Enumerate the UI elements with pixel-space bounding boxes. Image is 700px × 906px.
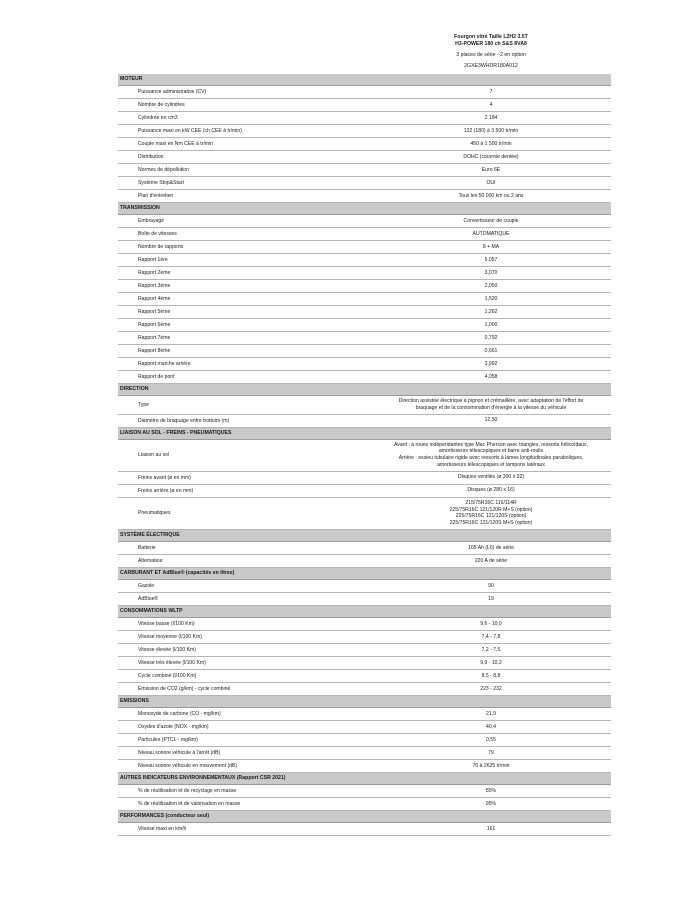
spec-value-line: AUTOMATIQUE — [472, 230, 510, 237]
spec-row — [118, 542, 611, 555]
spec-label: Rapport 3ème — [138, 283, 171, 289]
spec-row — [118, 760, 611, 773]
spec-row — [118, 228, 611, 241]
spec-label: Freins arrière (ø en mm) — [138, 487, 194, 494]
spec-value-line: 8 + MA — [482, 243, 500, 250]
spec-label: Cycle combiné (l/100 Km) — [138, 672, 197, 679]
spec-value — [371, 673, 611, 680]
spec-value-line: Direction assistée électrique à pignon et crémaillère, avec adaptation de l'effort de — [398, 398, 584, 404]
spec-value-line: 90 — [488, 582, 494, 589]
vehicle-header — [118, 34, 611, 70]
spec-label: Rapport 4ème — [138, 296, 171, 302]
spec-value-line: 215/75R16C 116/114R — [465, 499, 517, 506]
spec-value — [371, 89, 611, 96]
spec-value-line: 5,057 — [484, 256, 498, 263]
spec-value-line: 9,9 - 10,2 — [480, 659, 502, 666]
spec-value — [371, 141, 611, 148]
spec-value — [371, 348, 611, 355]
spec-value — [371, 660, 611, 667]
spec-row — [118, 396, 611, 415]
spec-value-line: 7,2 - 7,5 — [481, 646, 501, 653]
spec-label: Normes de dépollution — [138, 167, 189, 173]
spec-value-line: 225/75R16C 121/120S M+S (option) — [449, 520, 533, 527]
spec-value-line: 0,661 — [484, 347, 498, 354]
spec-value — [371, 474, 611, 481]
spec-value — [371, 322, 611, 329]
vehicle-title-line2: H3-POWER 180 ch S&S 8VA8 — [455, 41, 527, 47]
section-header: LIAISON AU SOL - FREINS - PNEUMATIQUES — [118, 428, 611, 440]
spec-value — [371, 558, 611, 565]
spec-row — [118, 498, 611, 530]
spec-row — [118, 215, 611, 228]
spec-value — [371, 361, 611, 368]
spec-value-line: amortisseurs télescopiques et barre anti-roulis — [438, 448, 544, 455]
spec-row — [118, 254, 611, 267]
spec-row — [118, 177, 611, 190]
spec-value — [371, 788, 611, 795]
spec-value-line: 40,4 — [486, 723, 496, 730]
spec-value — [371, 283, 611, 290]
spec-value — [371, 826, 611, 833]
spec-label: Puissance administrative (CV) — [138, 89, 207, 95]
spec-value — [371, 270, 611, 277]
spec-value — [371, 711, 611, 718]
spec-row — [118, 99, 611, 112]
spec-value-line: 4,058 — [484, 373, 498, 380]
spec-value — [371, 374, 611, 381]
spec-value — [371, 634, 611, 641]
spec-value-line: 0,55 — [486, 736, 496, 743]
spec-value-line: 1,520 — [484, 295, 498, 302]
spec-value-line: 105 Ah (L6) de série — [468, 544, 514, 551]
spec-value-line: 3,070 — [484, 269, 498, 276]
spec-row — [118, 683, 611, 696]
spec-value — [371, 763, 611, 770]
section-header: CONSOMMATIONS WLTP — [118, 606, 611, 618]
spec-value-line: 2,050 — [484, 282, 498, 289]
section-header: CARBURANT ET AdBlue® (capacités en litres) — [118, 568, 611, 580]
spec-label: AdBlue® — [138, 595, 159, 602]
spec-value-line: Disques ventilés (ø 300 x 32) — [458, 474, 524, 481]
spec-value — [371, 545, 611, 552]
spec-row — [118, 267, 611, 280]
spec-value — [371, 801, 611, 808]
spec-value-line: 85% — [485, 787, 497, 794]
spec-label: Monoxyde de carbone (CO - mg/km) — [138, 710, 221, 717]
spec-label: Alternateur — [138, 557, 163, 564]
spec-value — [371, 750, 611, 757]
spec-row — [118, 190, 611, 203]
spec-value — [371, 398, 611, 412]
spec-value-line: Avant : à roues indépendantes type Mac Pherson avec triangles, ressorts hélicoïdaux, — [394, 441, 588, 448]
spec-value-line: 0,792 — [484, 334, 498, 341]
spec-row — [118, 785, 611, 798]
spec-value-line: 4 — [489, 101, 493, 108]
version-code: 2GXE3WHDR180A012 — [464, 63, 518, 69]
spec-value — [371, 686, 611, 693]
spec-row — [118, 151, 611, 164]
spec-label: % de réutilisation et de recyclage en masse — [138, 787, 237, 794]
spec-row — [118, 721, 611, 734]
spec-label: Liaison au sol — [138, 452, 170, 459]
spec-row — [118, 345, 611, 358]
spec-value — [371, 487, 611, 494]
spec-value-line: 1,262 — [484, 308, 498, 315]
spec-row — [118, 319, 611, 332]
spec-row — [118, 86, 611, 99]
spec-value-line: 7,4 - 7,8 — [481, 633, 501, 640]
spec-value — [371, 257, 611, 264]
spec-value — [371, 231, 611, 238]
spec-row — [118, 708, 611, 721]
spec-label: Rapport 7ème — [138, 335, 171, 341]
spec-sheet — [118, 34, 611, 836]
spec-label: Cylindrée en cm3 — [138, 115, 178, 121]
spec-value — [371, 500, 611, 527]
spec-row — [118, 823, 611, 836]
section-header: MOTEUR — [118, 74, 611, 86]
spec-label: Nombre de cylindres — [138, 102, 185, 108]
spec-row — [118, 371, 611, 384]
spec-label: Distribution — [138, 154, 164, 160]
spec-row — [118, 580, 611, 593]
spec-value — [371, 417, 611, 424]
spec-label: Vitesse maxi en km/h — [138, 825, 187, 832]
spec-row — [118, 555, 611, 568]
spec-value-line: 225/75R16C 121/120S (option) — [455, 513, 527, 520]
spec-label: Nombre de rapports — [138, 244, 184, 250]
spec-value — [371, 154, 611, 161]
spec-value — [371, 724, 611, 731]
spec-value-line: DOHC (courroie dentée) — [463, 153, 519, 160]
spec-label: Boîte de vitesses — [138, 231, 177, 237]
spec-row — [118, 306, 611, 319]
spec-value — [371, 737, 611, 744]
spec-value — [371, 167, 611, 174]
spec-value-line: Disques (ø 280 x 16) — [467, 487, 515, 494]
spec-label: Plan d'entretien — [138, 193, 174, 199]
spec-value — [371, 102, 611, 109]
spec-value-line: Arrière : essieu tubulaire rigide avec ressorts à lames longitudinales paraboliques, — [398, 455, 584, 462]
spec-value — [371, 583, 611, 590]
spec-row — [118, 332, 611, 345]
spec-label: Vitesse moyenne (l/100 Km) — [138, 633, 202, 640]
spec-value-line: 12,50 — [484, 417, 498, 424]
spec-label: Rapport 6ème — [138, 322, 171, 328]
seats-info: 3 places de série - 2 en option — [456, 52, 526, 58]
section-header: DIRECTION — [118, 384, 611, 396]
spec-label: Particules (PTCL - mg/km) — [138, 736, 198, 743]
spec-label: % de réutilisation et de valorisation en masse — [138, 800, 241, 807]
spec-value-line: Euro 6E — [481, 166, 501, 173]
spec-row — [118, 485, 611, 498]
spec-value — [371, 180, 611, 187]
spec-row — [118, 112, 611, 125]
spec-value-line: 7 — [489, 88, 493, 95]
spec-label: Pneumatiques — [138, 510, 171, 517]
spec-value-line: 19 — [488, 595, 494, 602]
spec-value-line: 223 - 232 — [480, 685, 502, 692]
section-header: EMISSIONS — [118, 696, 611, 708]
spec-row — [118, 125, 611, 138]
spec-row — [118, 415, 611, 428]
spec-label: Vitesse basse (l/100 Km) — [138, 620, 195, 627]
spec-label: Gazole — [138, 582, 155, 589]
spec-label: Rapport 1ère — [138, 257, 168, 263]
spec-label: Freins avant (ø en mm) — [138, 474, 191, 481]
spec-value-line: Tous les 50 000 km ou 2 ans — [458, 192, 524, 199]
spec-value-line: amortisseurs télescopiques et tampons latéraux — [437, 461, 545, 468]
spec-row — [118, 164, 611, 177]
spec-label: Diamètre de braquage entre trottoirs (m) — [138, 417, 230, 424]
spec-row — [118, 644, 611, 657]
spec-label: Système Stop&Start — [138, 180, 184, 186]
spec-row — [118, 358, 611, 371]
spec-row — [118, 798, 611, 811]
spec-row — [118, 657, 611, 670]
spec-label: Vitesse très élevée (l/100 Km) — [138, 659, 206, 666]
spec-row — [118, 440, 611, 472]
spec-row — [118, 241, 611, 254]
spec-value — [371, 218, 611, 225]
section-header: TRANSMISSION — [118, 203, 611, 215]
spec-value-line: Convertisseur de couple — [463, 217, 519, 224]
spec-value — [371, 335, 611, 342]
spec-value-line: 70 à 2625 tr/min — [472, 762, 510, 769]
spec-value — [371, 193, 611, 200]
spec-row — [118, 280, 611, 293]
spec-label: Rapport 8ème — [138, 348, 171, 354]
spec-value-line: 3,992 — [484, 360, 498, 367]
spec-label: Oxydes d'azote (NOX - mg/km) — [138, 723, 209, 730]
spec-value — [371, 296, 611, 303]
spec-value — [371, 128, 611, 135]
spec-row — [118, 593, 611, 606]
spec-value — [371, 244, 611, 251]
spec-value-line: 95% — [485, 800, 497, 807]
spec-value-line: 225/75R16C 121/120R M+S (option) — [449, 506, 533, 513]
spec-value-line: 8,5 - 8,8 — [481, 672, 501, 679]
spec-label: Batterie — [138, 544, 156, 551]
spec-value-line: 21,9 — [486, 710, 496, 717]
spec-label: Puissance maxi en kW CEE (ch CEE à tr/min) — [138, 128, 242, 134]
spec-label: Couple maxi en Nm CEE à tr/min — [138, 141, 214, 147]
spec-value — [371, 647, 611, 654]
spec-value — [371, 621, 611, 628]
section-header: AUTRES INDICATEURS ENVIRONNEMENTAUX (Rapport CSR 2021) — [118, 773, 611, 785]
spec-table — [118, 74, 611, 836]
spec-row — [118, 631, 611, 644]
spec-value-line: 161 — [486, 825, 496, 832]
spec-label: Niveau sonore véhicule en mouvement (dB) — [138, 762, 238, 769]
spec-label: Rapport 2ème — [138, 270, 171, 276]
spec-label: Vitesse élevée (l/100 Km) — [138, 646, 196, 653]
spec-label: Rapport 5ème — [138, 309, 171, 315]
spec-row — [118, 734, 611, 747]
spec-row — [118, 670, 611, 683]
spec-label: Niveau sonore véhicule à l'arrêt (dB) — [138, 749, 221, 756]
spec-value-line: 79 — [488, 749, 494, 756]
spec-label: Émission de CO2 (g/km) - cycle combiné — [138, 685, 231, 692]
spec-value-line: 450 à 1 500 tr/min — [470, 140, 512, 147]
spec-row — [118, 293, 611, 306]
spec-value — [371, 115, 611, 122]
vehicle-title-line1: Fourgon vitré Taille L2H2 3.5T — [454, 34, 528, 40]
spec-label: Embrayage — [138, 218, 165, 224]
section-header: PERFORMANCES (conducteur seul) — [118, 811, 611, 823]
spec-value-line: 1,000 — [484, 321, 498, 328]
spec-label: Type — [138, 401, 150, 408]
spec-label: Rapport de pont — [138, 374, 175, 380]
spec-label: Rapport marche arrière — [138, 361, 191, 367]
spec-value-line: 2 184 — [484, 114, 498, 121]
spec-row — [118, 472, 611, 485]
spec-value — [371, 596, 611, 603]
spec-row — [118, 747, 611, 760]
spec-row — [118, 138, 611, 151]
spec-value-line: 132 (180) à 3 500 tr/min — [463, 127, 519, 134]
spec-value-line: OUI — [486, 179, 496, 186]
spec-value-line: 9,6 - 10,0 — [480, 620, 502, 627]
spec-value — [371, 309, 611, 316]
spec-value — [371, 442, 611, 469]
spec-row — [118, 618, 611, 631]
spec-value-line: braquage et de la consommation d'énergie à la vitesse du véhicule — [415, 404, 567, 411]
section-header: SYSTÈME ÉLECTRIQUE — [118, 530, 611, 542]
spec-value-line: 220 A de série — [474, 557, 508, 564]
